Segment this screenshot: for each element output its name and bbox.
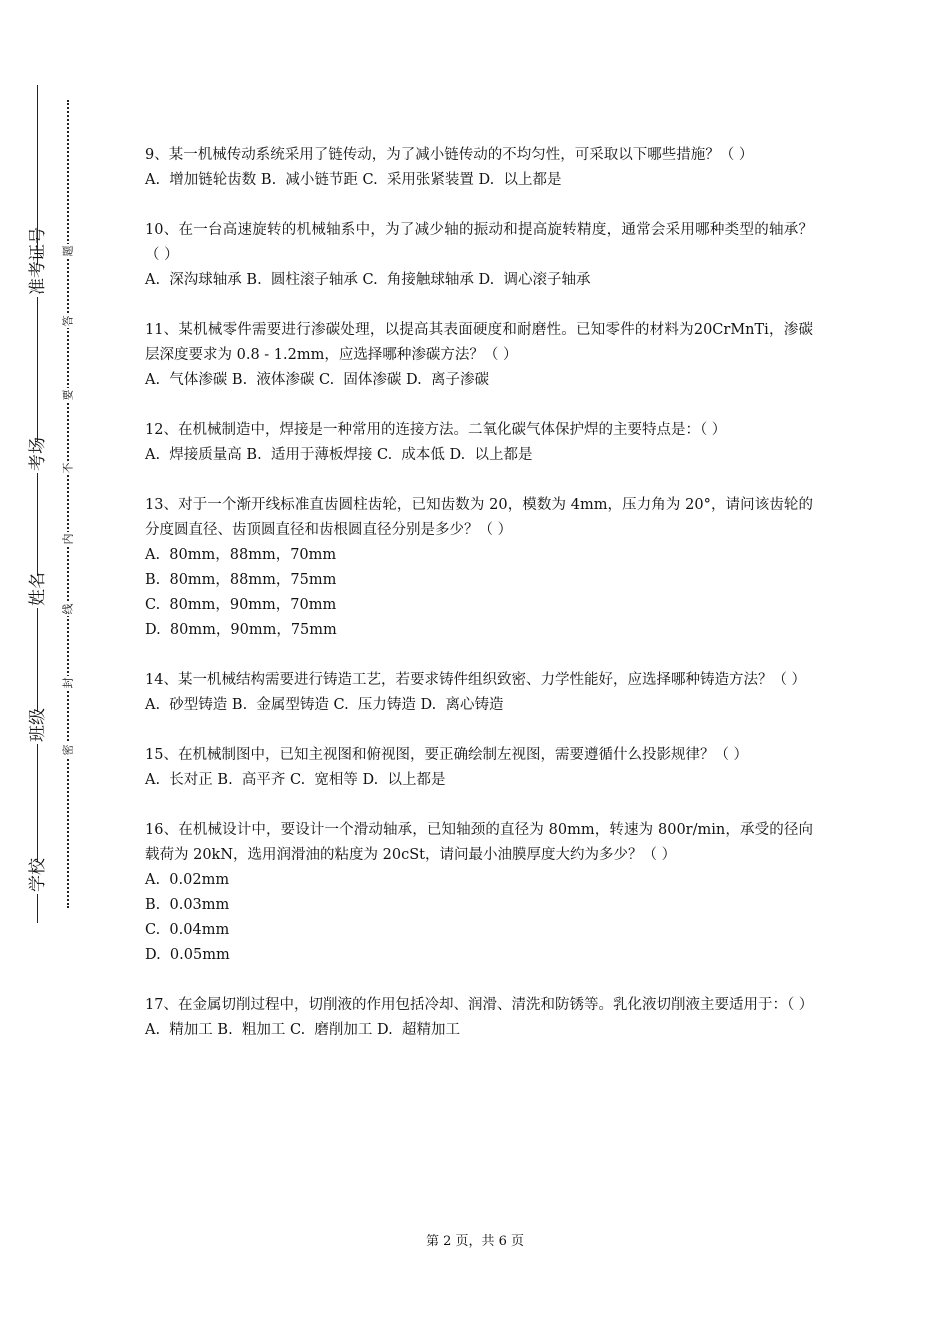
- question-options: A. 气体渗碳 B. 液体渗碳 C. 固体渗碳 D. 离子渗碳: [145, 372, 489, 388]
- option-c: C. 0.04mm: [145, 922, 230, 938]
- question-14: [145, 668, 813, 718]
- school-label: 学校: [24, 862, 52, 894]
- question-text: 9、某一机械传动系统采用了链传动，为了减小链传动的不均匀性，可采取以下哪些措施？（ ）: [145, 147, 754, 163]
- option-a: A. 80mm，88mm，70mm: [145, 547, 337, 563]
- question-list: [145, 143, 813, 1068]
- question-text: 14、某一机械结构需要进行铸造工艺，若要求铸件组织致密、力学性能好，应选择哪种铸造方法？（ ）: [145, 672, 807, 688]
- seal-char: 线: [61, 603, 74, 615]
- question-text: 15、在机械制图中，已知主视图和俯视图，要正确绘制左视图，需要遵循什么投影规律？（ ）: [145, 747, 749, 763]
- seal-char: 不: [61, 462, 74, 474]
- exam-room-label: 考场: [24, 441, 52, 473]
- name-line: [37, 85, 38, 923]
- seal-char: 要: [61, 389, 74, 401]
- admission-number-label: 准考证号: [24, 265, 52, 297]
- question-13: [145, 493, 813, 643]
- option-b: B. 0.03mm: [145, 897, 230, 913]
- question-text: 13、对于一个渐开线标准直齿圆柱齿轮，已知齿数为 20，模数为 4mm，压力角为 20°，请问该齿轮的分度圆直径、齿顶圆直径和齿根圆直径分别是多少？（ ）: [145, 497, 813, 538]
- binding-margin: [0, 0, 110, 1344]
- question-text: 17、在金属切削过程中，切削液的作用包括冷却、润滑、清洗和防锈等。乳化液切削液主要适用于：（ ）: [145, 997, 814, 1013]
- option-b: B. 80mm，88mm，75mm: [145, 572, 337, 588]
- option-d: D. 80mm，90mm，75mm: [145, 622, 337, 638]
- seal-char: 题: [61, 245, 74, 257]
- seal-char: 答: [61, 315, 74, 327]
- question-options: A. 焊接质量高 B. 适用于薄板焊接 C. 成本低 D. 以上都是: [145, 447, 533, 463]
- question-16: [145, 818, 813, 968]
- seal-char: 密: [61, 744, 74, 756]
- option-d: D. 0.05mm: [145, 947, 230, 963]
- option-c: C. 80mm，90mm，70mm: [145, 597, 337, 613]
- question-options: A. 深沟球轴承 B. 圆柱滚子轴承 C. 角接触球轴承 D. 调心滚子轴承: [145, 272, 591, 288]
- question-options: A. 增加链轮齿数 B. 减小链节距 C. 采用张紧装置 D. 以上都是: [145, 172, 562, 188]
- class-label: 班级: [24, 712, 52, 744]
- question-options: A. 精加工 B. 粗加工 C. 磨削加工 D. 超精加工: [145, 1022, 460, 1038]
- seal-char: 内: [61, 533, 74, 545]
- question-text: 16、在机械设计中，要设计一个滑动轴承，已知轴颈的直径为 80mm，转速为 800r/min，承受的径向载荷为 20kN，选用润滑油的粘度为 20cSt，请问最小油膜厚度大约为多少？（ ）: [145, 822, 813, 863]
- question-15: [145, 743, 813, 793]
- question-text: 11、某机械零件需要进行渗碳处理，以提高其表面硬度和耐磨性。已知零件的材料为20CrMnTi，渗碳层深度要求为 0.8 - 1.2mm，应选择哪种渗碳方法？（ ）: [145, 322, 813, 363]
- question-11: [145, 318, 813, 393]
- name-label: 姓名: [24, 576, 52, 608]
- seal-line: [67, 100, 69, 908]
- question-12: [145, 418, 813, 468]
- question-text: 12、在机械制造中，焊接是一种常用的连接方法。二氧化碳气体保护焊的主要特点是：（ ）: [145, 422, 727, 438]
- question-17: [145, 993, 813, 1043]
- question-options: A. 砂型铸造 B. 金属型铸造 C. 压力铸造 D. 离心铸造: [145, 697, 504, 713]
- option-a: A. 0.02mm: [145, 872, 230, 888]
- question-10: [145, 218, 813, 293]
- question-options: A. 长对正 B. 高平齐 C. 宽相等 D. 以上都是: [145, 772, 446, 788]
- seal-char: 封: [61, 677, 74, 689]
- question-9: [145, 143, 813, 193]
- question-text: 10、在一台高速旋转的机械轴系中，为了减少轴的振动和提高旋转精度，通常会采用哪种类型的轴承？（ ）: [145, 222, 813, 263]
- page-footer: 第 2 页，共 6 页: [425, 1234, 525, 1249]
